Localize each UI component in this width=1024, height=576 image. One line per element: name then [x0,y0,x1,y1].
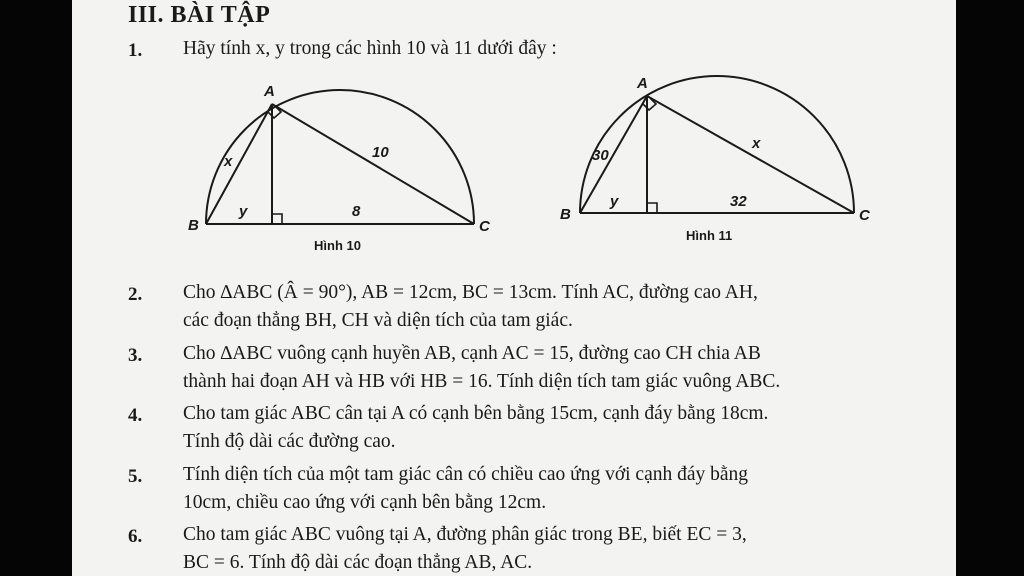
exercise-number: 2. [128,284,143,305]
label-c: C [859,207,870,224]
exercise-text-line: Cho tam giác ABC cân tại A có cạnh bên bằng 15cm, cạnh đáy bằng 18cm. [183,403,769,424]
figure-11 [554,70,894,250]
exercise-number: 3. [128,345,143,366]
label-b: B [560,206,571,223]
exercise-text-line: các đoạn thẳng BH, CH và diện tích của tam giác. [183,310,573,331]
exercise-number: 5. [128,466,143,487]
label-base: 32 [730,193,747,210]
exercise-number: 6. [128,526,143,547]
label-ab: 30 [592,147,609,164]
exercise-text-line: 10cm, chiều cao ứng với cạnh bên bằng 12cm. [183,492,547,513]
label-a: A [637,75,648,92]
side-ac [647,96,854,213]
exercise-text-line: Tính độ dài các đường cao. [183,431,396,452]
label-x: x [224,153,233,170]
label-hypotenuse: 10 [372,144,389,161]
label-base: 8 [352,203,361,220]
figure-caption: Hình 11 [686,228,733,243]
exercise-text-line: BC = 6. Tính độ dài các đoạn thẳng AB, AC. [183,552,533,573]
label-x: x [752,135,761,152]
exercise-number: 4. [128,405,143,426]
label-a: A [264,83,275,100]
right-angle-mark-h [647,203,657,213]
figure-caption: Hình 10 [314,238,361,253]
section-title: III. BÀI TẬP [128,2,271,28]
exercise-text: Hãy tính x, y trong các hình 10 và 11 dưới đây : [183,38,557,59]
textbook-page [72,0,956,576]
exercise-number: 1. [128,40,143,61]
label-c: C [479,218,490,235]
semicircle-arc [580,76,854,213]
right-angle-mark-h [272,214,282,224]
exercise-text-line: Cho tam giác ABC vuông tại A, đường phân giác trong BE, biết EC = 3, [183,524,747,545]
figure-10 [180,78,510,258]
label-b: B [188,217,199,234]
label-y: y [610,193,619,210]
exercise-text-line: Cho ∆ABC vuông cạnh huyền AB, cạnh AC = 15, đường cao CH chia AB [183,343,761,364]
side-ac [272,104,474,224]
exercise-text-line: Tính diện tích của một tam giác cân có chiều cao ứng với cạnh đáy bằng [183,464,749,485]
label-y: y [239,203,248,220]
exercise-text-line: thành hai đoạn AH và HB với HB = 16. Tính diện tích tam giác vuông ABC. [183,371,781,392]
exercise-text-line: Cho ∆ABC (Â = 90°), AB = 12cm, BC = 13cm. Tính AC, đường cao AH, [183,282,758,303]
